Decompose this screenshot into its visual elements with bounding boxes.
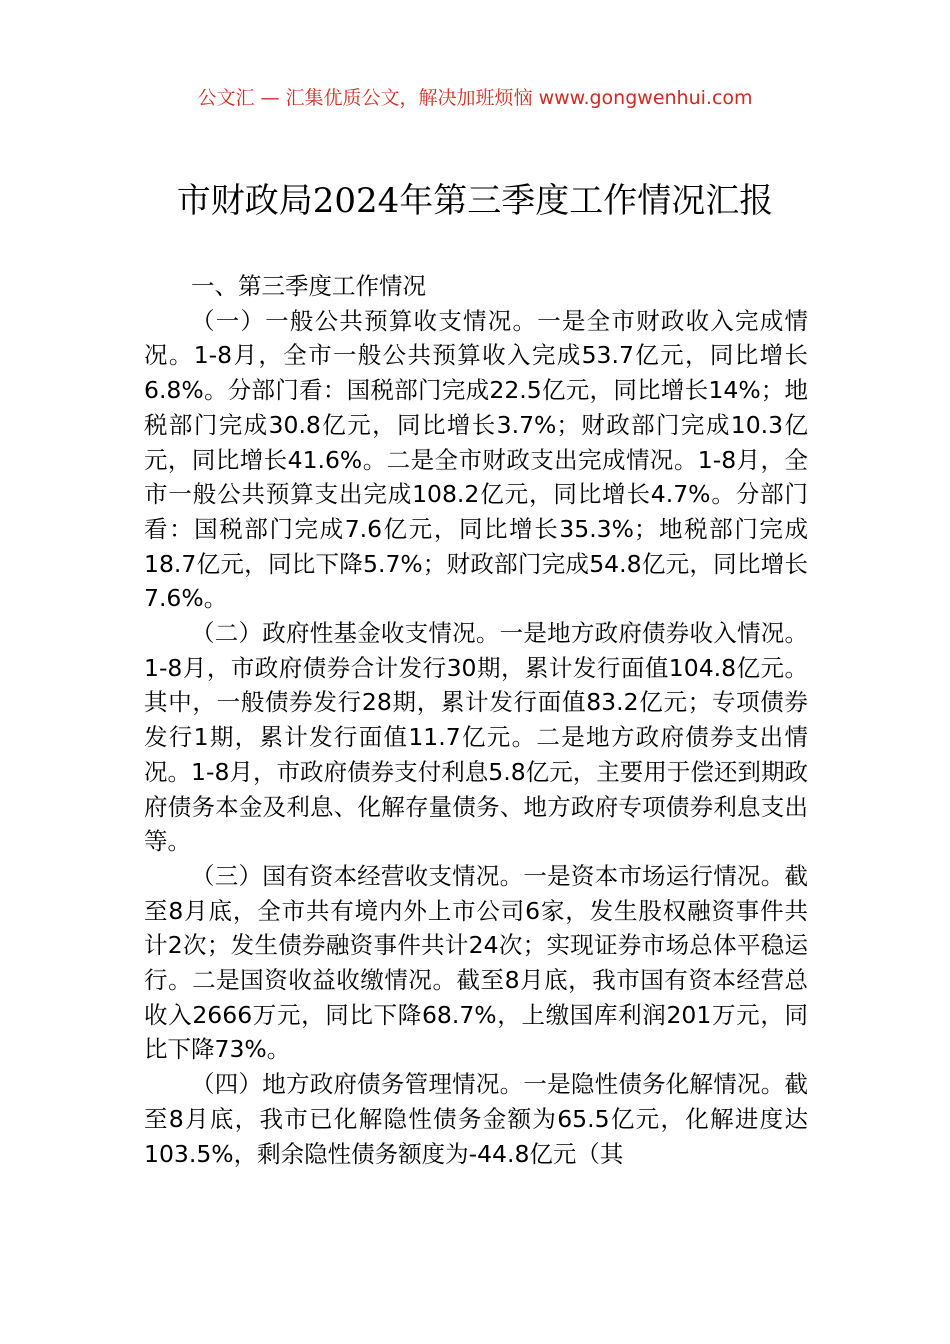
- paragraph-state-capital: （三）国有资本经营收支情况。一是资本市场运行情况。截至8月底，全市共有境内外上市公司6家，发生股权融资事件共计2次；发生债券融资事件共计24次；实现证券市场总体平稳运行。二是国资收益收缴情况。截至8月底，我市国有资本经营总收入2666万元，同比下降68.7%，上缴国库利润201万元，同比下降73%。: [144, 861, 808, 1064]
- document-body: [144, 269, 808, 1171]
- paragraph-government-fund: （二）政府性基金收支情况。一是地方政府债券收入情况。1-8月，市政府债券合计发行30期，累计发行面值104.8亿元。其中，一般债券发行28期，累计发行面值83.2亿元；专项债券发行1期，累计发行面值11.7亿元。二是地方政府债券支出情况。1-8月，市政府债券支付利息5.8亿元，主要用于偿还到期政府债务本金及利息、化解存量债务、地方政府专项债券利息支出等。: [144, 619, 808, 856]
- header-banner: 公文汇 — 汇集优质公文，解决加班烦恼 www.gongwenhui.com: [197, 87, 753, 109]
- paragraph-general-budget: （一）一般公共预算收支情况。一是全市财政收入完成情况。1-8月，全市一般公共预算收入完成53.7亿元，同比增长6.8%。分部门看：国税部门完成22.5亿元，同比增长14%；地税部门完成30.8亿元，同比增长3.7%；财政部门完成10.3亿元，同比增长41.6%。二是全市财政支出完成情况。1-8月，全市一般公共预算支出完成108.2亿元，同比增长4.7%。分部门看：国税部门完成7.6亿元，同比增长35.3%；地税部门完成18.7亿元，同比下降5.7%；财政部门完成54.8亿元，同比增长7.6%。: [144, 306, 808, 613]
- paragraph-debt-management: （四）地方政府债务管理情况。一是隐性债务化解情况。截至8月底，我市已化解隐性债务金额为65.5亿元，化解进度达103.5%，剩余隐性债务额度为-44.8亿元（其: [144, 1070, 808, 1168]
- page-title: 市财政局2024年第三季度工作情况汇报: [176, 181, 774, 221]
- section-heading: 一、第三季度工作情况: [191, 272, 426, 300]
